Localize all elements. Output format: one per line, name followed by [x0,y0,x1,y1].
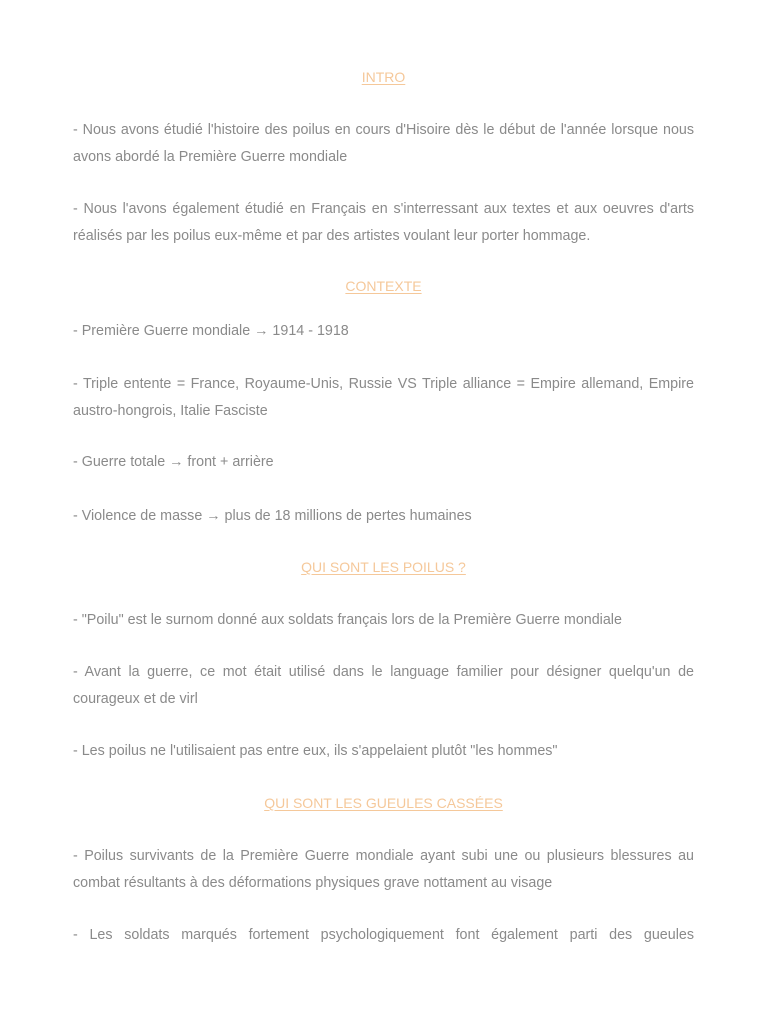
poilus-paragraph-1: - "Poilu" est le surnom donné aux soldats français lors de la Première Guerre mondiale [73,612,622,628]
poilus-paragraph-3: - Les poilus ne l'utilisaient pas entre eux, ils s'appelaient plutôt "les hommes" [73,743,558,759]
contexte-paragraph-2: - Triple entente = France, Royaume-Unis, Russie VS Triple alliance = Empire allemand, Empire austro-hongrois, Italie Fasciste [73,376,694,419]
heading-contexte: CONTEXTE [345,278,422,294]
gueules-paragraph-1: - Poilus survivants de la Première Guerre mondiale ayant subi une ou plusieurs blessures au combat résultants à des déformations physiques grave nottament au visage [73,848,694,891]
heading-gueules-cassees: QUI SONT LES GUEULES CASSÉES [264,795,503,811]
heading-intro: INTRO [361,69,406,85]
contexte-paragraph-3: - Guerre totale → front + arrière [73,454,274,470]
contexte-paragraph-1: - Première Guerre mondiale → 1914 - 1918 [73,323,349,339]
intro-paragraph-2: - Nous l'avons également étudié en Français en s'interressant aux textes et aux oeuvres d'arts réalisés par les poilus eux-même et par des artistes voulant leur porter hommage. [73,201,694,244]
heading-poilus: QUI SONT LES POILUS ? [301,559,466,575]
intro-paragraph-1: - Nous avons étudié l'histoire des poilus en cours d'Hisoire dès le début de l'année lorsque nous avons abordé la Première Guerre mondiale [73,122,694,165]
contexte-paragraph-4: - Violence de masse → plus de 18 millions de pertes humaines [73,508,472,524]
poilus-paragraph-2: - Avant la guerre, ce mot était utilisé dans le language familier pour désigner quelqu'un de courageux et de virl [73,664,694,707]
gueules-paragraph-2: - Les soldats marqués fortement psychologiquement font également parti des gueules [73,927,694,943]
